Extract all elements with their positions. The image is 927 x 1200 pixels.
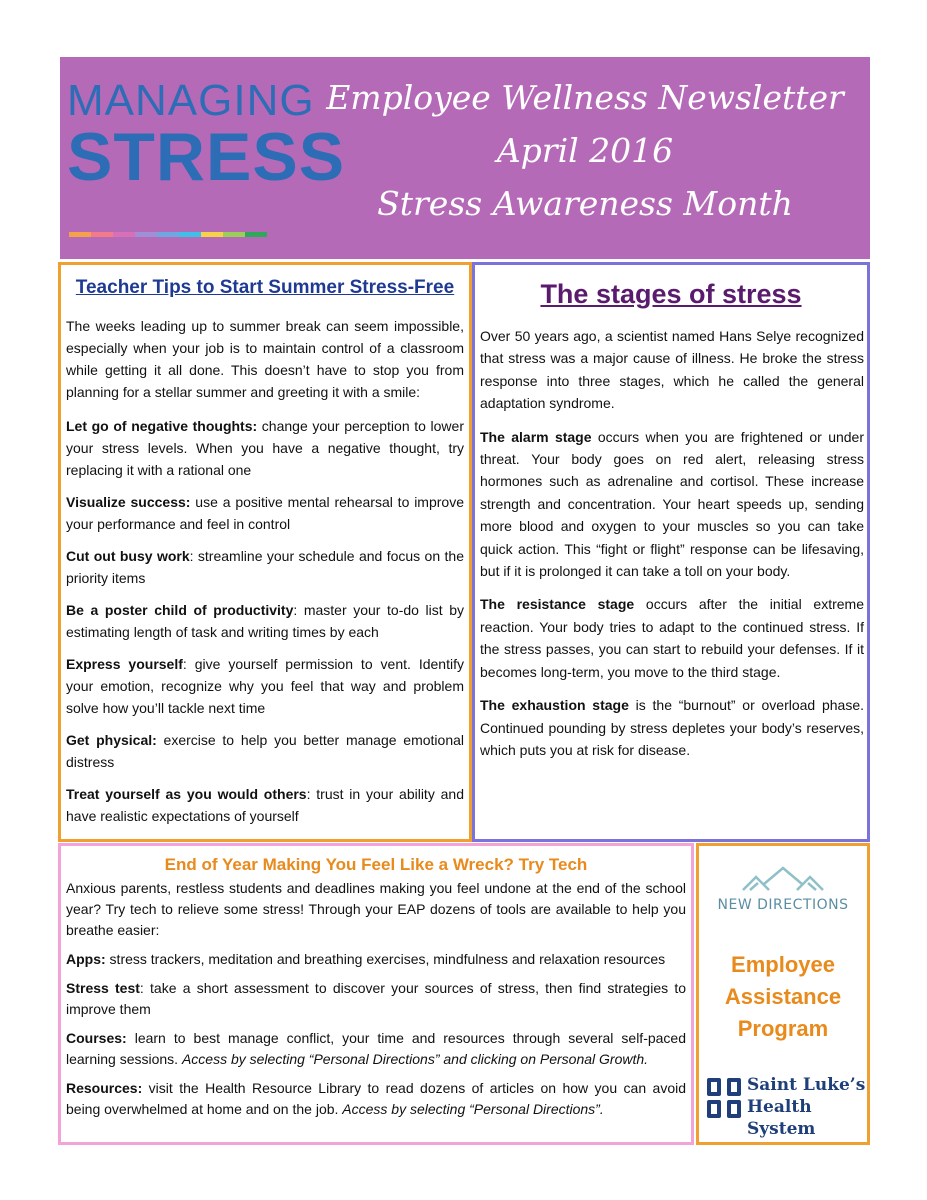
stages-of-stress-section [472,262,870,842]
stage-item [480,426,864,583]
tech-text: stress trackers, meditation and breathing exercises, mindfulness and relaxation resources [105,951,666,967]
tip-text: : give yourself permission to vent. Identify your emotion, recognize why you feel that way and problem solve how you’ll tackle next time [66,656,464,716]
mountain-icon [738,866,828,892]
tech-item [66,949,686,970]
stage-label: The exhaustion stage [480,697,629,714]
tech-text: learn to best manage conflict, your time and resources through several self-paced learning sessions. [66,1030,686,1067]
teacher-tips-section [58,262,472,842]
tip-item [66,491,464,535]
teacher-tips-body [66,315,464,837]
logo-bar-segment [157,232,179,237]
logo-bar-segment [223,232,245,237]
stage-item [480,694,864,761]
tech-access-note: Access by selecting “Personal Directions” and clicking on Personal Growth. [181,1051,649,1067]
stage-text: occurs after the initial extreme reaction. Your body tries to adapt to the continued stress. If the stress passes, you can start to rebuild your defenses. If it becomes long-term, you move to the third stage. [480,596,864,680]
tip-item [66,653,464,719]
saint-lukes-emblem-icon [705,1076,743,1120]
stage-text: occurs when you are frightened or under threat. Your body goes on red alert, releasing stress hormones such as adrenaline and cortisol. These increase strength and concentration. Your heart speeds up, sending more blood and oxygen to your muscles so you can take quick action. This “fight or flight” response can be lifesaving, but if it is prolonged it can take a toll on your body. [480,428,865,580]
tip-item [66,783,464,827]
tip-text: change your perception to lower your stress levels. When you have a negative thought, try replacing it with a rational one [66,418,464,478]
stages-body [480,325,864,772]
tech-text: visit the Health Resource Library to read dozens of articles on how you can avoid being overwhelmed at home and on the job. [66,1080,686,1117]
logo-bar-segment [113,232,135,237]
eap-section [696,843,870,1145]
tech-label: Courses: [66,1030,127,1046]
eap-title-line: Program [737,1016,829,1041]
tip-item [66,415,464,481]
teacher-tips-intro: The weeks leading up to summer break can seem impossible, especially when your job is to maintain control of a classroom while getting it all done. This doesn’t have to stop you from planning for a stellar summer and greeting it with a smile: [66,318,464,400]
tip-label: Let go of negative thoughts: [66,418,258,434]
tip-label: Get physical: [66,732,157,748]
try-tech-section [58,843,694,1145]
tech-item [66,978,686,1020]
logo-bar-segment [91,232,113,237]
logo-stress-text: STRESS [67,119,346,195]
logo-managing-text: MANAGING [67,76,315,125]
logo-bar-segment [179,232,201,237]
try-tech-body [66,878,686,1128]
tech-access-note: Access by selecting “Personal Directions”. [342,1101,604,1117]
eap-title-line: Employee [731,952,835,977]
stages-title: The stages of stress [540,279,802,309]
tip-label: Visualize success: [66,494,191,510]
tip-text: : trust in your ability and have realistic expectations of yourself [66,786,464,824]
try-tech-intro: Anxious parents, restless students and deadlines making you feel undone at the end of the school year? Try tech to relieve some stress! Through your EAP dozens of tools are available to help you breathe easier: [66,880,686,938]
stages-intro: Over 50 years ago, a scientist named Hans Selye recognized that stress was a major cause of illness. He broke the stress response into three stages, which he called the general adaptation syndrome. [480,328,864,412]
logo-bar-segment [135,232,157,237]
tip-label: Express yourself [66,656,183,672]
tip-item [66,729,464,773]
saint-lukes-name [747,1074,867,1140]
newsletter-title: Employee Wellness Newsletter [326,78,844,117]
saint-lukes-line: Saint Luke’s [747,1075,866,1095]
teacher-tips-title: Teacher Tips to Start Summer Stress-Free [75,277,455,298]
tip-text: : master your to-do list by estimating length of task and writing times by each [66,602,464,640]
tech-item [66,1078,686,1120]
stage-item [480,593,864,683]
tech-label: Apps: [66,951,106,967]
logo-bar-segment [245,232,267,237]
tech-text: : take a short assessment to discover your sources of stress, then find strategies to improve them [66,980,686,1017]
tip-item [66,545,464,589]
new-directions-text: NEW DIRECTIONS [717,897,849,913]
tech-label: Stress test [66,980,140,996]
tip-label: Be a poster child of productivity [66,602,294,618]
tip-text: exercise to help you better manage emotional distress [66,732,464,770]
tip-text: use a positive mental rehearsal to improve your performance and feel in control [66,494,464,532]
tip-text: : streamline your schedule and focus on the priority items [66,548,464,586]
logo-bar-segment [201,232,223,237]
tech-item [66,1028,686,1070]
logo-bar-segment [69,232,91,237]
eap-title [699,949,867,1045]
try-tech-title: End of Year Making You Feel Like a Wreck? Try Tech [164,855,588,874]
newsletter-header [60,57,870,259]
tip-label: Cut out busy work [66,548,190,564]
tech-label: Resources: [66,1080,143,1096]
tip-label: Treat yourself as you would others [66,786,307,802]
newsletter-date: April 2016 [496,131,674,170]
new-directions-logo [699,866,867,913]
stage-label: The alarm stage [480,428,592,445]
tip-item [66,599,464,643]
saint-lukes-logo [705,1074,866,1139]
stage-label: The resistance stage [480,596,635,613]
saint-lukes-line: Health System [747,1097,816,1139]
logo-color-bar [69,232,267,237]
newsletter-theme: Stress Awareness Month [377,184,793,223]
stage-text: is the “burnout” or overload phase. Continued pounding by stress depletes your body’s reserves, which puts you at risk for disease. [480,697,864,758]
eap-title-line: Assistance [724,984,842,1009]
